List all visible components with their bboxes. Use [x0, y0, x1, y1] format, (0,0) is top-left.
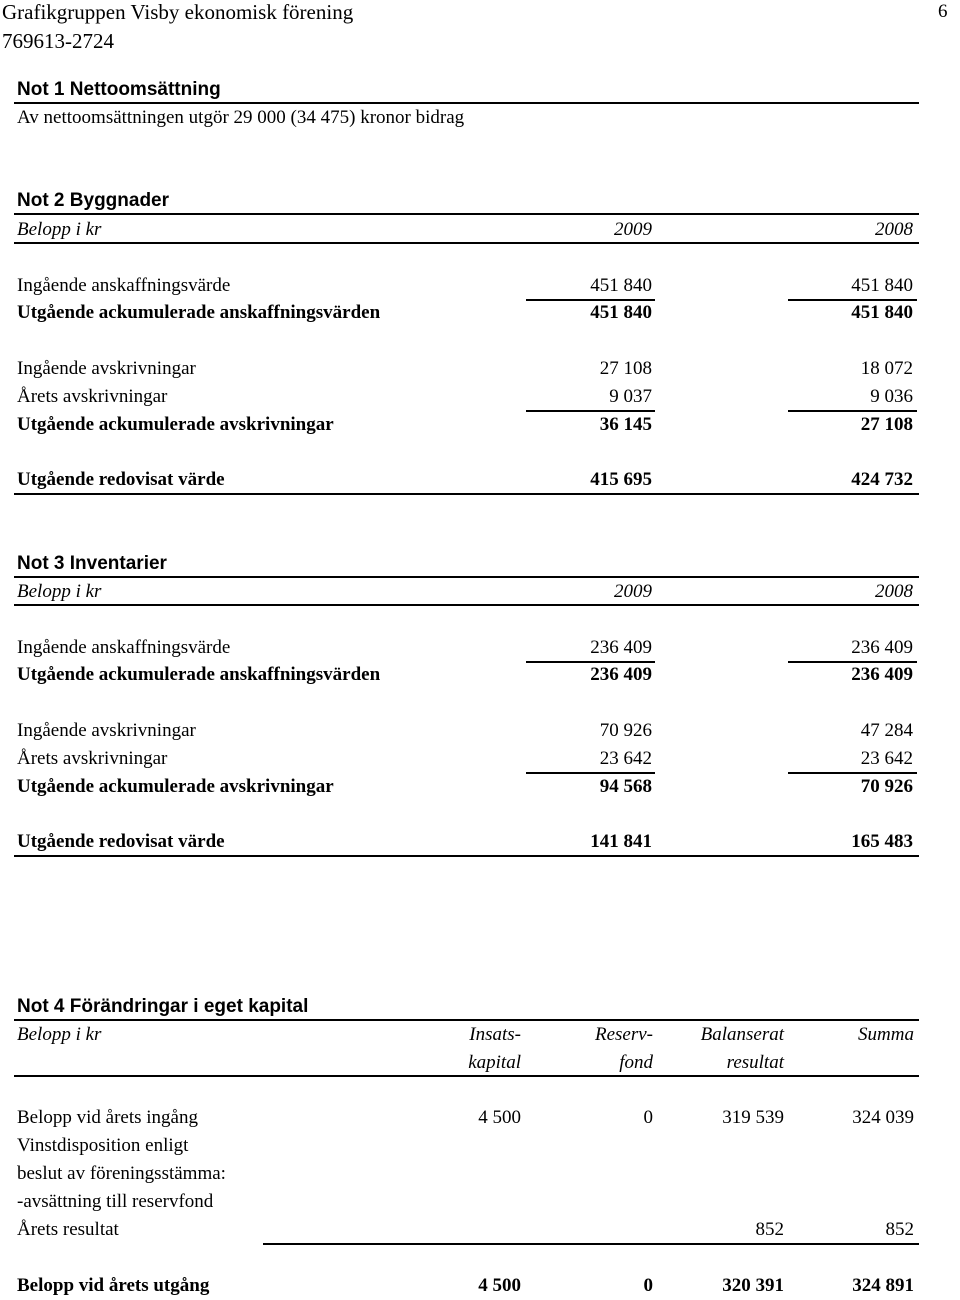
note2-total-rule — [14, 493, 919, 495]
note3-row-label: Ingående anskaffningsvärde — [17, 637, 231, 658]
note4-col-summa: Summa — [858, 1024, 914, 1045]
note4-col-reserv: fond — [619, 1052, 653, 1073]
note4-title: Not 4 Förändringar i eget kapital — [17, 996, 309, 1017]
note4-row-reserv: 0 — [643, 1275, 653, 1296]
note4-row-summa: 324 039 — [852, 1107, 914, 1128]
note3-row-2009: 23 642 — [599, 748, 652, 769]
note2-subtotal-rule-2008 — [788, 299, 917, 301]
note2-row-2008: 451 840 — [851, 302, 913, 323]
note2-col-2008: 2008 — [875, 219, 913, 240]
note2-row-2009: 415 695 — [590, 469, 652, 490]
note3-row-2008: 236 409 — [851, 664, 913, 685]
note2-row-2009: 451 840 — [590, 302, 652, 323]
note3-title-rule — [14, 576, 919, 578]
note3-row-2009: 141 841 — [590, 831, 652, 852]
note3-row-2008: 165 483 — [851, 831, 913, 852]
note2-subtotal-rule-2009 — [526, 410, 655, 412]
note3-row-2009: 236 409 — [590, 637, 652, 658]
note2-row-2008: 27 108 — [860, 414, 913, 435]
note3-subtotal-rule-2009 — [526, 661, 655, 663]
note2-subtotal-rule-2009 — [526, 299, 655, 301]
note4-row-label: Belopp vid årets ingång — [17, 1107, 198, 1128]
note3-total-rule — [14, 855, 919, 857]
note3-row-2008: 236 409 — [851, 637, 913, 658]
note4-unit-label: Belopp i kr — [17, 1024, 102, 1045]
note3-col-2008: 2008 — [875, 581, 913, 602]
note4-col-balanserat: Balanserat — [700, 1024, 784, 1045]
note2-row-label: Utgående ackumulerade anskaffningsvärden — [17, 302, 381, 323]
note1-title-rule — [14, 102, 919, 104]
note4-row-balanserat: 320 391 — [722, 1275, 784, 1296]
note4-row-balanserat: 852 — [755, 1219, 784, 1240]
note4-row-balanserat: 319 539 — [722, 1107, 784, 1128]
note2-header-rule — [14, 242, 919, 244]
note4-row-label: Vinstdisposition enligt — [17, 1135, 189, 1156]
note2-subtotal-rule-2008 — [788, 410, 917, 412]
note3-subtotal-rule-2008 — [788, 772, 917, 774]
note3-row-label: Utgående ackumulerade anskaffningsvärden — [17, 664, 381, 685]
note2-row-2008: 9 036 — [870, 386, 913, 407]
note4-subtotal-rule — [263, 1243, 919, 1245]
note2-row-2008: 451 840 — [851, 275, 913, 296]
note4-row-insats: 4 500 — [478, 1107, 521, 1128]
organization-number: 769613-2724 — [2, 29, 114, 53]
note3-row-2009: 236 409 — [590, 664, 652, 685]
note3-row-label: Utgående redovisat värde — [17, 831, 225, 852]
note4-header-rule — [14, 1075, 919, 1077]
note4-row-reserv: 0 — [643, 1107, 653, 1128]
note4-row-label: -avsättning till reservfond — [17, 1191, 214, 1212]
note4-col-reserv: Reserv- — [594, 1024, 653, 1045]
note3-row-label: Utgående ackumulerade avskrivningar — [17, 776, 334, 797]
note4-col-balanserat: resultat — [726, 1052, 784, 1073]
note4-row-label: Belopp vid årets utgång — [17, 1275, 210, 1296]
note3-subtotal-rule-2008 — [788, 661, 917, 663]
note2-row-2008: 424 732 — [851, 469, 913, 490]
note3-row-label: Ingående avskrivningar — [17, 720, 196, 741]
note1-title: Not 1 Nettoomsättning — [17, 79, 221, 100]
note4-row-summa: 324 891 — [852, 1275, 914, 1296]
note3-unit-label: Belopp i kr — [17, 581, 102, 602]
note3-row-2009: 94 568 — [599, 776, 652, 797]
note3-row-2008: 70 926 — [860, 776, 913, 797]
note2-title: Not 2 Byggnader — [17, 190, 170, 211]
note2-row-2009: 9 037 — [609, 386, 652, 407]
note2-row-label: Utgående redovisat värde — [17, 469, 225, 490]
note2-unit-label: Belopp i kr — [17, 219, 102, 240]
note3-row-2008: 23 642 — [860, 748, 913, 769]
note3-title: Not 3 Inventarier — [17, 553, 167, 574]
note2-title-rule — [14, 213, 919, 215]
note2-row-label: Utgående ackumulerade avskrivningar — [17, 414, 334, 435]
note4-col-insats: Insats- — [469, 1024, 521, 1045]
note4-row-insats: 4 500 — [478, 1275, 521, 1296]
note2-row-2009: 36 145 — [599, 414, 652, 435]
note4-row-label: beslut av föreningsstämma: — [17, 1163, 226, 1184]
note4-title-rule — [14, 1019, 919, 1021]
note2-row-2009: 451 840 — [590, 275, 652, 296]
note4-row-label: Årets resultat — [17, 1219, 119, 1240]
note2-row-2008: 18 072 — [860, 358, 913, 379]
note1-text: Av nettoomsättningen utgör 29 000 (34 475) kronor bidrag — [17, 107, 465, 128]
note3-header-rule — [14, 604, 919, 606]
note3-row-label: Årets avskrivningar — [17, 748, 168, 769]
note3-row-2008: 47 284 — [860, 720, 913, 741]
note2-col-2009: 2009 — [614, 219, 652, 240]
note4-col-insats: kapital — [468, 1052, 521, 1073]
note3-col-2009: 2009 — [614, 581, 652, 602]
page-number: 6 — [938, 1, 948, 22]
note4-row-summa: 852 — [885, 1219, 914, 1240]
note2-row-label: Ingående anskaffningsvärde — [17, 275, 231, 296]
note2-row-2009: 27 108 — [599, 358, 652, 379]
note2-row-label: Ingående avskrivningar — [17, 358, 196, 379]
note3-subtotal-rule-2009 — [526, 772, 655, 774]
note3-row-2009: 70 926 — [599, 720, 652, 741]
note2-row-label: Årets avskrivningar — [17, 386, 168, 407]
organization-name: Grafikgruppen Visby ekonomisk förening — [2, 0, 354, 24]
